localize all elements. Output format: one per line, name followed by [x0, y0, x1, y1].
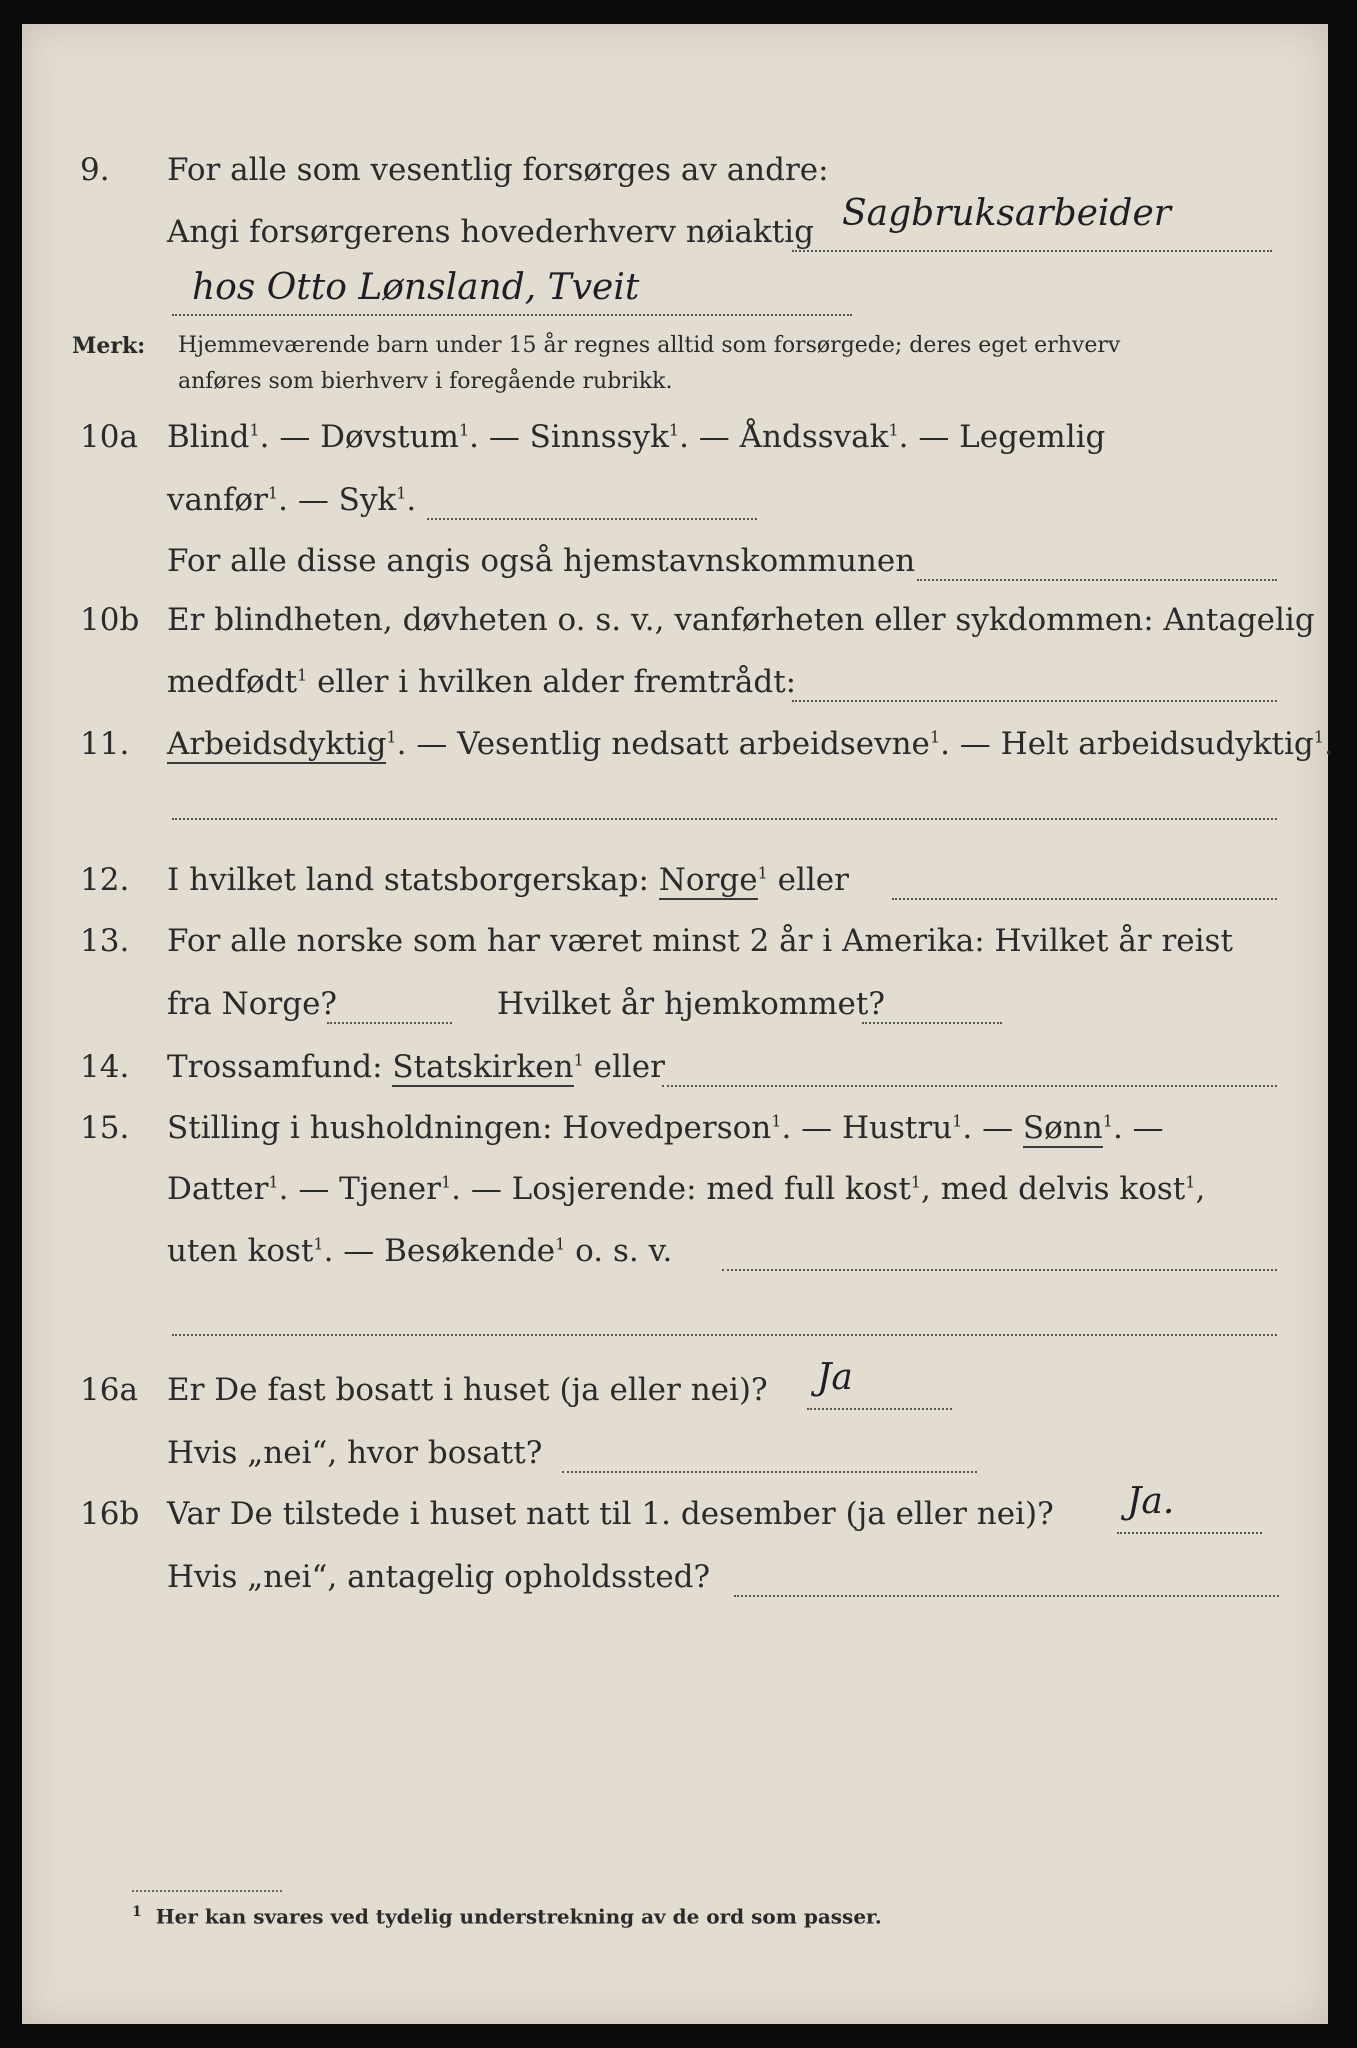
opt-sonn: Sønn — [1022, 1110, 1103, 1146]
q16b-handwritten-answer: Ja. — [1127, 1481, 1175, 1522]
q13-return: Hvilket år hjemkommet? — [497, 986, 885, 1022]
opt-sinnssyk: . — Sinnssyk — [469, 419, 669, 455]
opt-tjener: . — Tjener — [278, 1171, 441, 1207]
opt-full-kost: . — Losjerende: med full kost — [451, 1171, 911, 1207]
q9-prompt: Angi forsørgerens hovederhverv nøiaktig — [167, 214, 814, 250]
opt-statskirken: Statskirken — [392, 1049, 574, 1085]
footnote-rule — [132, 1890, 282, 1892]
q16b-whereabouts: Hvis „nei“, antagelig opholdssted? — [167, 1559, 711, 1595]
q15-answer-line2 — [172, 1334, 1277, 1336]
opt-hovedperson: Stilling i husholdningen: Hovedperson — [167, 1110, 772, 1146]
q13-number: 13. — [80, 923, 130, 959]
opt-datter: Datter — [167, 1171, 269, 1207]
q10a-answer-line — [427, 518, 757, 520]
opt-medfodt: medfødt — [167, 664, 298, 700]
q9-handwritten-occupation: Sagbruksarbeider — [842, 193, 1171, 234]
footnote-mark: 1 — [132, 1904, 142, 1920]
opt-vanfor: vanfør — [167, 482, 268, 518]
q16a-residence-line — [562, 1471, 977, 1473]
note-line2: anføres som bierhverv i foregående rubrikk. — [178, 369, 673, 394]
q16b-number: 16b — [80, 1496, 140, 1532]
q16b-whereabouts-line — [734, 1595, 1279, 1597]
q14-number: 14. — [80, 1049, 130, 1085]
opt-uten-kost: uten kost — [167, 1233, 314, 1269]
q9-handwritten-employer: hos Otto Lønsland, Tveit — [192, 267, 640, 308]
note-label: Merk: — [72, 333, 146, 359]
q11-answer-line — [172, 818, 1277, 820]
q9-heading: For alle som vesentlig forsørges av andre: — [167, 152, 829, 188]
q16a-answer-line — [807, 1408, 952, 1410]
q12-answer-line — [892, 898, 1277, 900]
q16b-text: Var De tilstede i huset natt til 1. desember (ja eller nei)? — [167, 1496, 1054, 1532]
q10a-municipality-line — [917, 579, 1277, 581]
q9-number: 9. — [80, 152, 110, 188]
q10a-options-line1: Blind$^1$. — Døvstum$^1$. — Sinnssyk$^1$. — Åndssvak$^1$. — Legemlig — [167, 419, 1106, 455]
q10b-answer-line — [792, 700, 1277, 702]
q16a-handwritten-answer: Ja — [817, 1357, 853, 1398]
opt-delvis-kost: , med delvis kost — [920, 1171, 1186, 1207]
q15-number: 15. — [80, 1110, 130, 1146]
q13-departure: fra Norge? — [167, 986, 338, 1022]
footnote-text: Her kan svares ved tydelig understrekning av de ord som passer. — [155, 1904, 882, 1929]
opt-dovstum: . — Døvstum — [259, 419, 459, 455]
q13-departure-line — [327, 1022, 452, 1024]
census-form-page: 9. For alle som vesentlig forsørges av andre: Angi forsørgerens hovederhverv nøiaktig Sagbruksarbeider hos Otto Lønsland, Tveit Merk: Hjemmeværende barn under 15 år regnes alltid som forsørgede; deres eget erhverv anføres som bierhverv i foregående rubrikk. 10a Blind$^1$. — Døvstum$^1$. — Sinnssyk$^1$. — Åndssvak$^1$. — Legemlig vanfør$^1$. — Syk$^1$. For alle disse angis også hjemstavnskommunen 10b Er blindheten, døvheten o. s. v., vanførheten eller sykdommen: Antagelig medfødt$^1$ eller i hvilken alder fremtrådt: 11. Arbeidsdyktig$^1$. — Vesentlig nedsatt arbeidsevne$^1$. — Helt arbeidsudyktig$^1$. 12. I hvilket land statsborgerskap: Norge$^1$ eller 13. For alle norske som har været minst 2 år i Amerika: Hvilket år reist fra Norge? Hvilket år hjemkommet? 14. Trossamfund: Statskirken$^1$ eller 15. Stilling i husholdningen: Hovedperson$^1$. — Hustru$^1$. — Sønn$^1$. — Datter$^1$. — Tjener$^1$. — Losjerende: med full kost$^1$, med delvis kost$^1$, uten kost$^1$. — Besøkende$^1$ o. s. v. 16a Er De fast bosatt i huset (ja eller nei)? Ja Hvis „nei“, hvor bosatt? 16b Var De tilstede i huset natt til 1. desember (ja eller nei)? Ja. Hvis „nei“, antagelig opholdssted? $^1$ Her kan svares ved tydelig understrekning av de ord som passer. — [22, 24, 1328, 2024]
opt-legemlig: . — Legemlig — [898, 419, 1106, 455]
q13-return-line — [862, 1022, 1002, 1024]
q13-text: For alle norske som har været minst 2 år i Amerika: Hvilket år reist — [167, 923, 1233, 959]
q10a-home-municipality: For alle disse angis også hjemstavnskommunen — [167, 543, 916, 579]
q11-number: 11. — [80, 726, 130, 762]
q14-text: Trossamfund: — [167, 1049, 393, 1085]
q14-answer-line — [662, 1085, 1277, 1087]
note-line1: Hjemmeværende barn under 15 år regnes alltid som forsørgede; deres eget erhverv — [178, 333, 1121, 358]
q15-answer-line1 — [722, 1269, 1277, 1271]
q16a-text: Er De fast bosatt i huset (ja eller nei)? — [167, 1372, 768, 1408]
opt-besokende: . — Besøkende — [323, 1233, 556, 1269]
opt-andssvak: . — Åndssvak — [679, 419, 889, 455]
q16b-answer-line — [1117, 1532, 1262, 1534]
opt-blind: Blind — [167, 419, 250, 455]
q12-text: I hvilket land statsborgerskap: — [167, 862, 659, 898]
q16a-number: 16a — [80, 1372, 138, 1408]
note — [72, 329, 145, 364]
q10a-options-line2: vanfør$^1$. — Syk$^1$. — [167, 482, 417, 518]
q10a-number: 10a — [80, 419, 138, 455]
footnote — [132, 1904, 882, 1929]
q9-answer-line2 — [172, 314, 852, 316]
q12-number: 12. — [80, 862, 130, 898]
q9-answer-line1 — [792, 250, 1272, 252]
opt-hustru: . — Hustru — [781, 1110, 953, 1146]
opt-helt-arbeidsudyktig: . — Helt arbeidsudyktig — [940, 726, 1314, 762]
q10b-text: Er blindheten, døvheten o. s. v., vanførheten eller sykdommen: Antagelig — [167, 602, 1315, 638]
q10b-age-prompt: eller i hvilken alder fremtrådt: — [307, 664, 797, 700]
opt-norge: Norge — [658, 862, 758, 898]
opt-syk: . — Syk — [278, 482, 397, 518]
q16a-residence: Hvis „nei“, hvor bosatt? — [167, 1435, 543, 1471]
opt-arbeidsdyktig: Arbeidsdyktig — [167, 726, 387, 762]
q10b-number: 10b — [80, 602, 140, 638]
opt-vesentlig-nedsatt: . — Vesentlig nedsatt arbeidsevne — [396, 726, 930, 762]
